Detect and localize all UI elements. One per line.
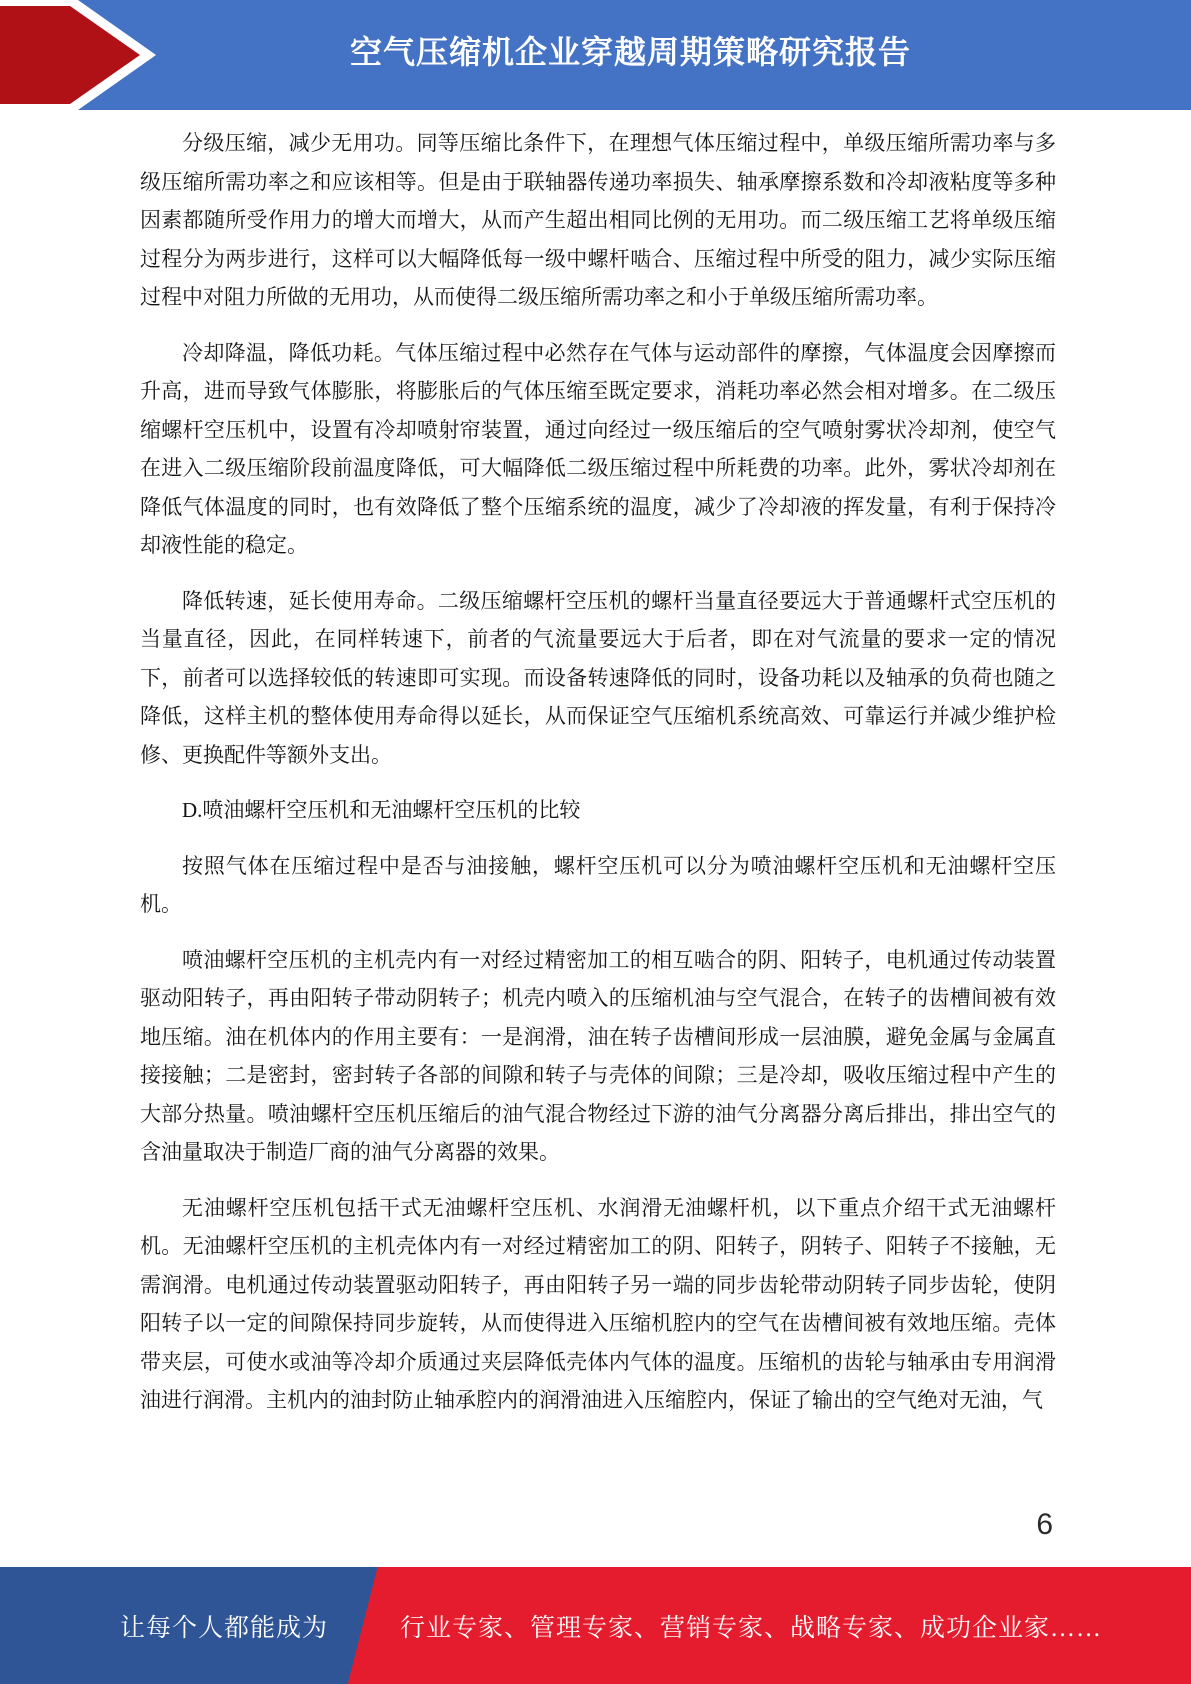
red-arrow-icon xyxy=(0,0,170,110)
body-paragraph: 按照气体在压缩过程中是否与油接触，螺杆空压机可以分为喷油螺杆空压机和无油螺杆空压机。 xyxy=(140,853,1056,916)
section-heading: D.喷油螺杆空压机和无油螺杆空压机的比较 xyxy=(182,798,581,822)
body-paragraph: 冷却降温，降低功耗。气体压缩过程中必然存在气体与运动部件的摩擦，气体温度会因摩擦而升高，进而导致气体膨胀，将膨胀后的气体压缩至既定要求，消耗功率必然会相对增多。在二级压缩螺杆空压机中，设置有冷却喷射帘装置，通过向经过一级压缩后的空气喷射雾状冷却剂，使空气在进入二级压缩阶段前温度降低，可大幅降低二级压缩过程中所耗费的功率。此外，雾状冷却剂在降低气体温度的同时，也有效降低了整个压缩系统的温度，减少了冷却液的挥发量，有利于保持冷却液性能的稳定。 xyxy=(140,340,1056,557)
footer-slogan-left: 让每个人都能成为 xyxy=(119,1614,328,1642)
footer-slogan-right: 行业专家、管理专家、营销专家、战略专家、成功企业家…… xyxy=(400,1614,1103,1642)
header-banner xyxy=(0,0,1191,110)
page-number: 6 xyxy=(1036,1508,1053,1541)
document-body xyxy=(140,124,1056,1437)
body-paragraph: 无油螺杆空压机包括干式无油螺杆空压机、水润滑无油螺杆机，以下重点介绍干式无油螺杆机。无油螺杆空压机的主机壳体内有一对经过精密加工的阴、阳转子，阴转子、阳转子不接触，无需润滑。电机通过传动装置驱动阳转子，再由阳转子另一端的同步齿轮带动阴转子同步齿轮，使阴阳转子以一定的间隙保持同步旋转，从而使得进入压缩机腔内的空气在齿槽间被有效地压缩。壳体带夹层，可使水或油等冷却介质通过夹层降低壳体内气体的温度。压缩机的齿轮与轴承由专用润滑油进行润滑。主机内的油封防止轴承腔内的润滑油进入压缩腔内，保证了输出的空气绝对无油，气 xyxy=(140,1195,1056,1412)
report-title: 空气压缩机企业穿越周期策略研究报告 xyxy=(349,34,911,70)
footer-band xyxy=(0,1567,1191,1684)
body-paragraph: 分级压缩，减少无用功。同等压缩比条件下，在理想气体压缩过程中，单级压缩所需功率与多级压缩所需功率之和应该相等。但是由于联轴器传递功率损失、轴承摩擦系数和冷却液粘度等多种因素都随所受作用力的增大而增大，从而产生超出相同比例的无用功。而二级压缩工艺将单级压缩过程分为两步进行，这样可以大幅降低每一级中螺杆啮合、压缩过程中所受的阻力，减少实际压缩过程中对阻力所做的无用功，从而使得二级压缩所需功率之和小于单级压缩所需功率。 xyxy=(140,131,1056,309)
body-paragraph: 喷油螺杆空压机的主机壳内有一对经过精密加工的相互啮合的阴、阳转子，电机通过传动装置驱动阳转子，再由阳转子带动阴转子；机壳内喷入的压缩机油与空气混合，在转子的齿槽间被有效地压缩。油在机体内的作用主要有：一是润滑，油在转子齿槽间形成一层油膜，避免金属与金属直接接触；二是密封，密封转子各部的间隙和转子与壳体的间隙；三是冷却，吸收压缩过程中产生的大部分热量。喷油螺杆空压机压缩后的油气混合物经过下游的油气分离器分离后排出，排出空气的含油量取决于制造厂商的油气分离器的效果。 xyxy=(140,947,1056,1164)
body-paragraph: 降低转速，延长使用寿命。二级压缩螺杆空压机的螺杆当量直径要远大于普通螺杆式空压机的当量直径，因此，在同样转速下，前者的气流量要远大于后者，即在对气流量的要求一定的情况下，前者可以选择较低的转速即可实现。而设备转速降低的同时，设备功耗以及轴承的负荷也随之降低，这样主机的整体使用寿命得以延长，从而保证空气压缩机系统高效、可靠运行并减少维护检修、更换配件等额外支出。 xyxy=(140,588,1056,767)
